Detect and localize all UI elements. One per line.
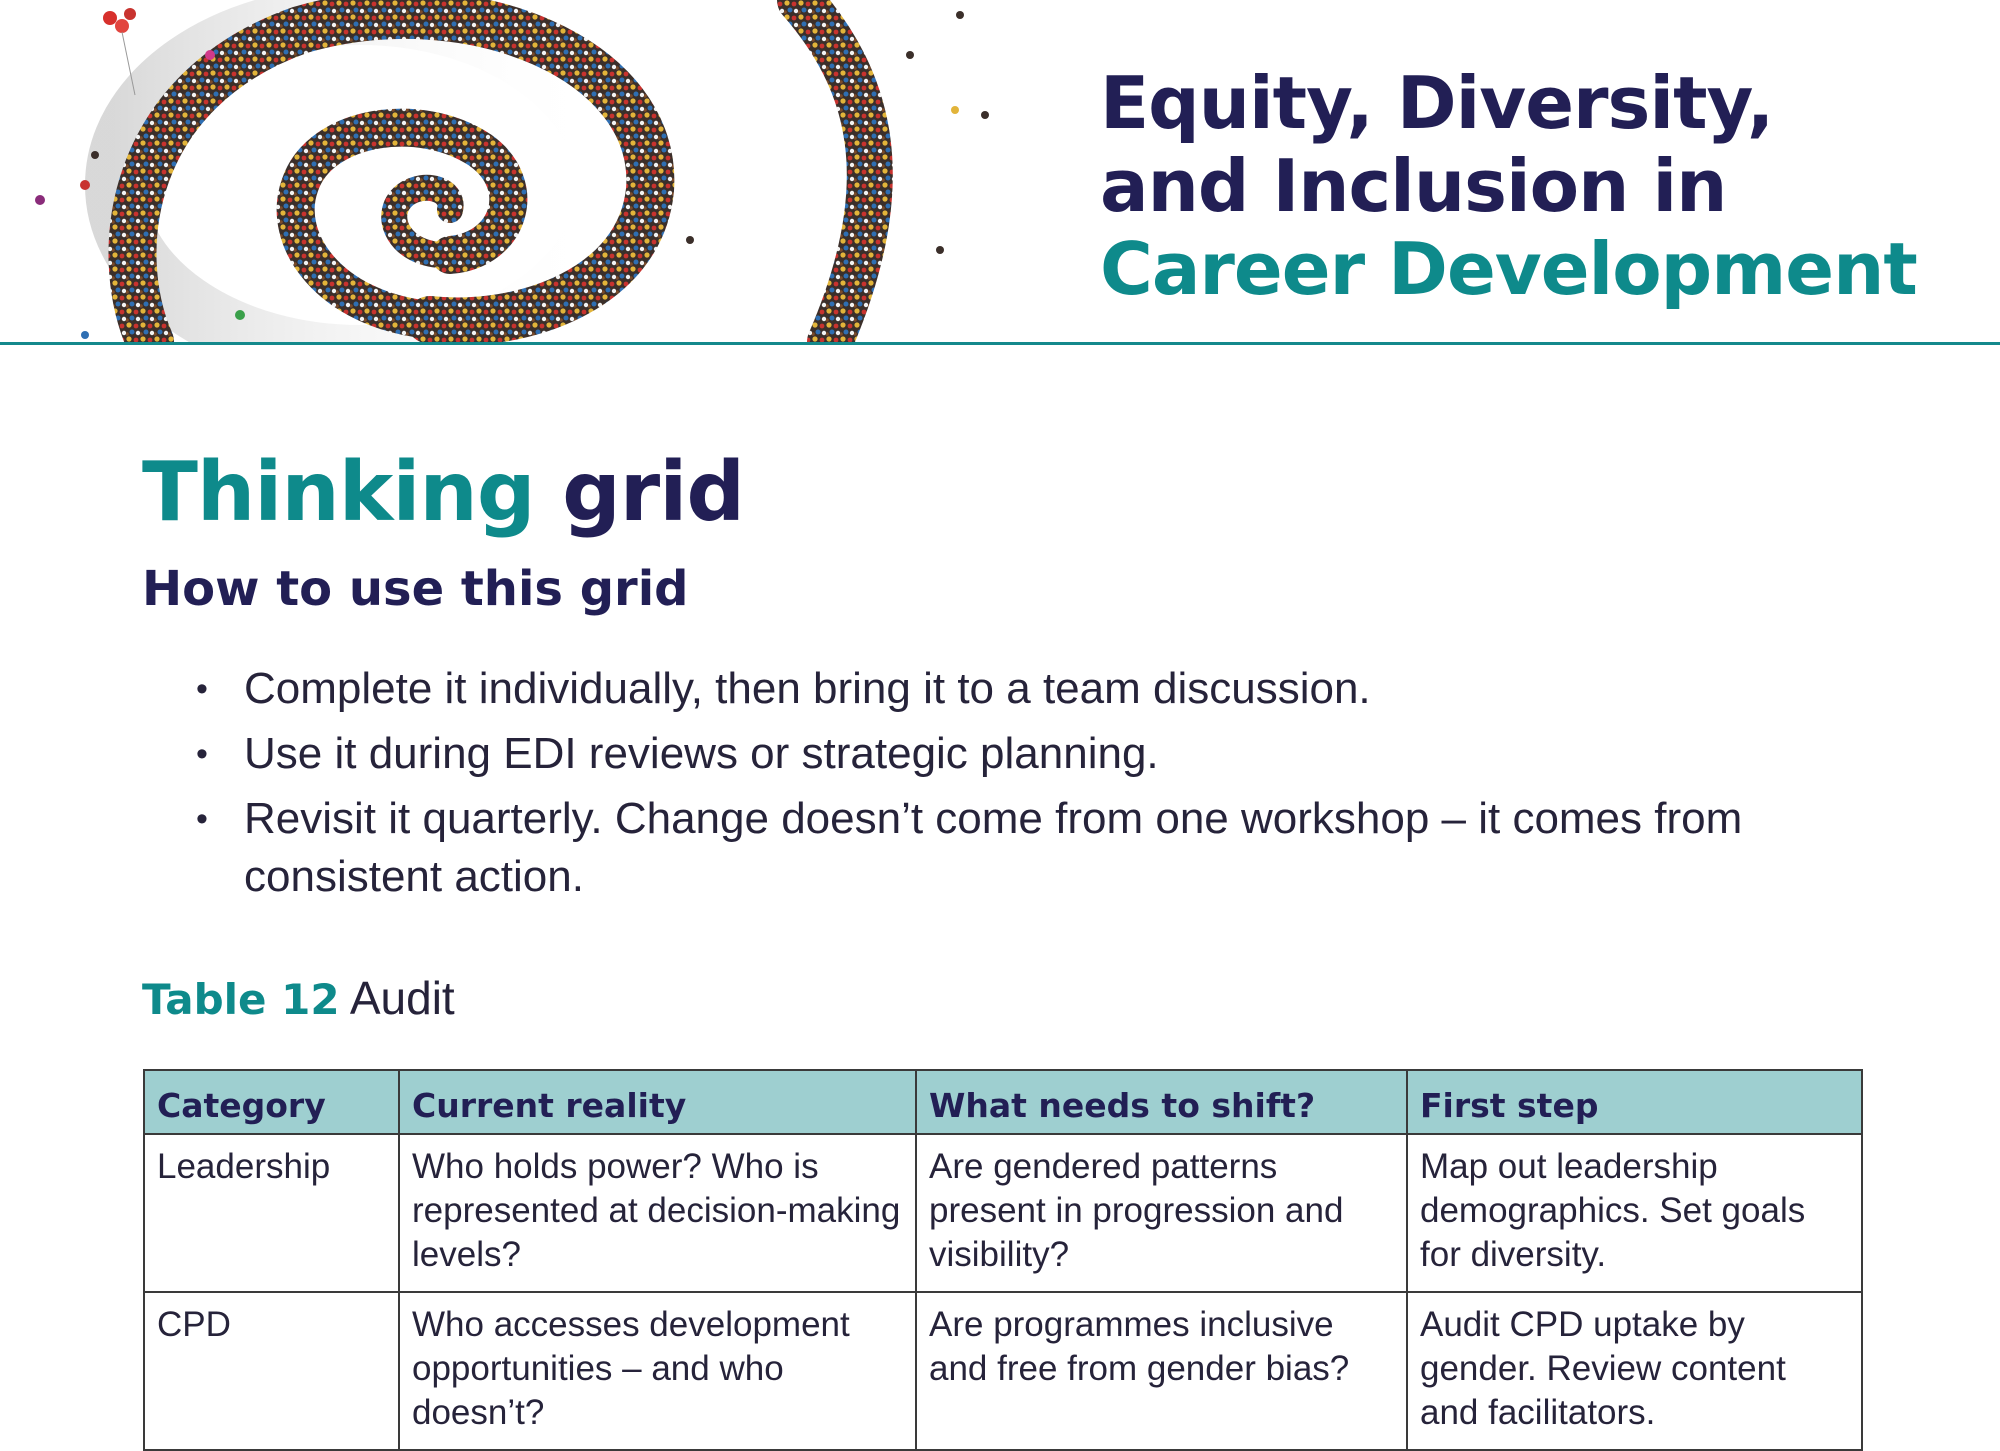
section-heading: How to use this grid bbox=[142, 561, 689, 617]
bullet-item: • Complete it individually, then bring it to a team discussion. bbox=[190, 660, 1890, 718]
banner-title-line-3: Career Development bbox=[1100, 227, 1917, 311]
bullet-item: • Use it during EDI reviews or strategic planning. bbox=[190, 725, 1890, 783]
page-title-rest: grid bbox=[562, 445, 745, 540]
usage-bullet-list bbox=[190, 660, 1890, 913]
table-cell: Audit CPD uptake by gender. Review content and facilitators. bbox=[1407, 1292, 1862, 1450]
table-cell: Who holds power? Who is represented at decision-making levels? bbox=[399, 1134, 916, 1292]
table-cell: Are gendered patterns present in progression and visibility? bbox=[916, 1134, 1407, 1292]
banner-title-line-2: and Inclusion in bbox=[1100, 144, 1727, 228]
table-row bbox=[144, 1292, 1862, 1450]
table-caption-name: Audit bbox=[349, 972, 455, 1024]
table-caption bbox=[142, 968, 455, 1030]
header-banner bbox=[0, 0, 2000, 345]
table-caption-number: Table 12 bbox=[142, 975, 340, 1024]
banner-title-line-1: Equity, Diversity, bbox=[1100, 61, 1774, 145]
banner-title bbox=[1100, 62, 1917, 311]
column-header: What needs to shift? bbox=[916, 1070, 1407, 1134]
table-cell: Map out leadership demographics. Set goals for diversity. bbox=[1407, 1134, 1862, 1292]
audit-table bbox=[143, 1069, 1863, 1451]
table-cell: Who accesses development opportunities – and who doesn’t? bbox=[399, 1292, 916, 1450]
crowd-spiral-illustration bbox=[0, 0, 1000, 342]
column-header: Current reality bbox=[399, 1070, 916, 1134]
bullet-item: • Revisit it quarterly. Change doesn’t come from one workshop – it comes from consistent action. bbox=[190, 790, 1890, 906]
page-title bbox=[142, 445, 744, 541]
column-header: Category bbox=[144, 1070, 399, 1134]
table-cell: Are programmes inclusive and free from gender bias? bbox=[916, 1292, 1407, 1450]
page-title-highlight: Thinking bbox=[142, 445, 535, 540]
table-header-row bbox=[144, 1070, 1862, 1134]
column-header: First step bbox=[1407, 1070, 1862, 1134]
table-cell: Leadership bbox=[144, 1134, 399, 1292]
table-cell: CPD bbox=[144, 1292, 399, 1450]
table-row bbox=[144, 1134, 1862, 1292]
